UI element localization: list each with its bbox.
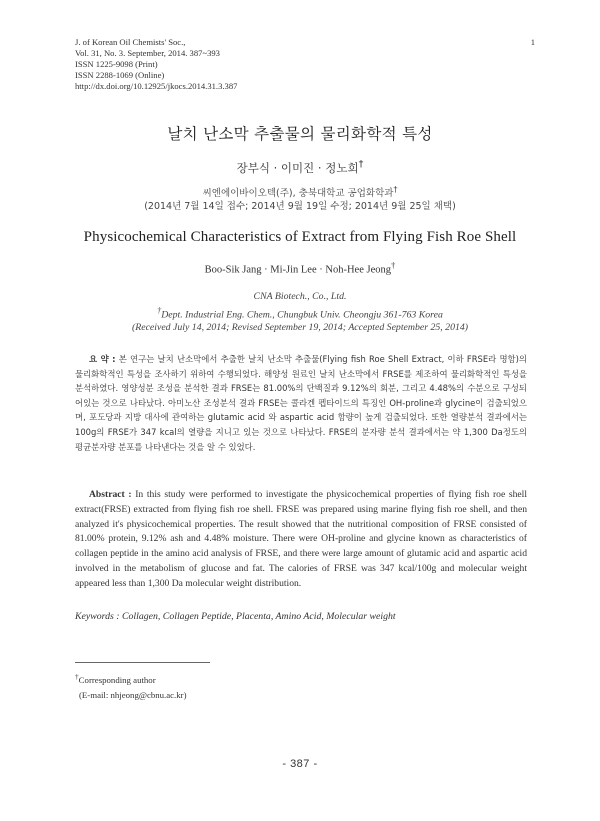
english-dates: (Received July 14, 2014; Revised September 19, 2014; Accepted September 25, 2014) bbox=[131, 322, 469, 334]
header-page-number: 1 bbox=[530, 37, 535, 47]
english-abstract bbox=[75, 488, 527, 592]
korean-affiliation-dagger: † bbox=[393, 185, 398, 194]
korean-abstract-label: 요 약 : bbox=[89, 354, 116, 364]
corresponding-author-label: Corresponding author bbox=[78, 674, 156, 685]
journal-name: J. of Korean Oil Chemists' Soc., bbox=[75, 37, 186, 47]
footnote-dagger: † bbox=[75, 672, 79, 681]
korean-affiliation-block bbox=[0, 183, 600, 213]
english-authors bbox=[0, 260, 600, 276]
korean-affiliation: 씨엔에이바이오텍(주), 충북대학교 공업화학과† bbox=[202, 185, 398, 200]
corresponding-author-line bbox=[75, 669, 187, 688]
korean-corresponding-dagger: † bbox=[358, 159, 364, 170]
korean-title: 날치 난소막 추출물의 물리화학적 특성 bbox=[167, 125, 433, 143]
footnote bbox=[75, 669, 187, 704]
page-number-footer: - 387 - bbox=[282, 758, 318, 770]
doi-link[interactable]: http://dx.doi.org/10.12925/jkocs.2014.31.3.387 bbox=[75, 80, 238, 91]
english-abstract-label: Abstract : bbox=[89, 489, 132, 500]
english-affiliation-block bbox=[0, 290, 600, 335]
english-affiliation-dagger: † bbox=[157, 305, 162, 315]
issn-print: ISSN 1225-9098 (Print) bbox=[75, 58, 158, 69]
footnote-divider bbox=[75, 662, 210, 663]
corresponding-email: (E-mail: nhjeong@cbnu.ac.kr) bbox=[79, 690, 187, 701]
korean-authors bbox=[0, 159, 600, 176]
english-title: Physicochemical Characteristics of Extract from Flying Fish Roe Shell bbox=[83, 229, 517, 245]
korean-dates: (2014년 7월 14일 접수; 2014년 9월 19일 수정; 2014년 9월 25일 채택) bbox=[144, 201, 456, 213]
english-corresponding-dagger: † bbox=[390, 260, 396, 270]
korean-abstract bbox=[75, 352, 527, 454]
english-abstract-text: In this study were performed to investigate the physicochemical properties of flying fish roe shell extract(FRSE) extracted from flying fish roe shell. FRSE was prepared using marine flying fish roe shell, and then analyzed it's physicochemical properties. The result showed that the nutritional composition of FRSE consisted of 81.00% protein, 9.12% ash and 4.48% moisture. There were OH-proline and glycine known as characteristics of collagen peptide in the amino acid analysis of FRSE, and there were large amount of glutamic acid and aspartic acid involved in the metabolism of glucose and fat. The calories of FRSE was 347 kcal/100g and molecular weight appeared less than 1,300 Da molecular weight distribution. bbox=[75, 489, 527, 589]
english-author-names: Boo-Sik Jang · Mi-Jin Lee · Noh-Hee Jeong bbox=[204, 264, 391, 276]
korean-abstract-text: 본 연구는 날치 난소막에서 추출한 날치 난소막 추출물(Flying fish Roe Shell Extract, 이하 FRSE라 명함)의 물리화학적인 특성을 조사하기 위하여 수행되었다. 해양성 원료인 날치 난소막에서 FRSE를 제조하여 물리화학적인 특성을 분석하였다. 영양성분 조성을 분석한 결과 FRSE는 81.00%의 단백질과 9.12%의 회분, 그리고 4.48%의 수분으로 구성되어있는 것으로 나타났다. 아미노산 조성분석 결과 FRSE는 콜라겐 펩타이드의 특징인 OH-proline과 glycine이 검출되었으며, 포도당과 지방 대사에 관여하는 glutamic acid 와 aspartic acid 함량이 높게 검출되었다. 또한 열량분석 결과에서는 100g의 FRSE가 347 kcal의 열량을 지니고 있는 것으로 나타났다. FRSE의 분자량 분석 결과에서는 약 1,300 Da정도의 평균분자량 분포를 나타낸다는 것을 알 수 있었다. bbox=[75, 354, 527, 452]
journal-volume: Vol. 31, No. 3. September, 2014. 387~393 bbox=[75, 47, 220, 58]
keywords: Keywords : Collagen, Collagen Peptide, Placenta, Amino Acid, Molecular weight bbox=[75, 611, 396, 622]
issn-online: ISSN 2288-1069 (Online) bbox=[75, 69, 165, 80]
english-affiliation-company: CNA Biotech., Co., Ltd. bbox=[253, 291, 347, 302]
english-affiliation-dept: †Dept. Industrial Eng. Chem., Chungbuk Univ. Cheongju 361-763 Korea bbox=[157, 305, 443, 320]
korean-author-names: 장부식 · 이미진 · 정노희 bbox=[236, 160, 359, 175]
journal-header bbox=[75, 37, 535, 92]
